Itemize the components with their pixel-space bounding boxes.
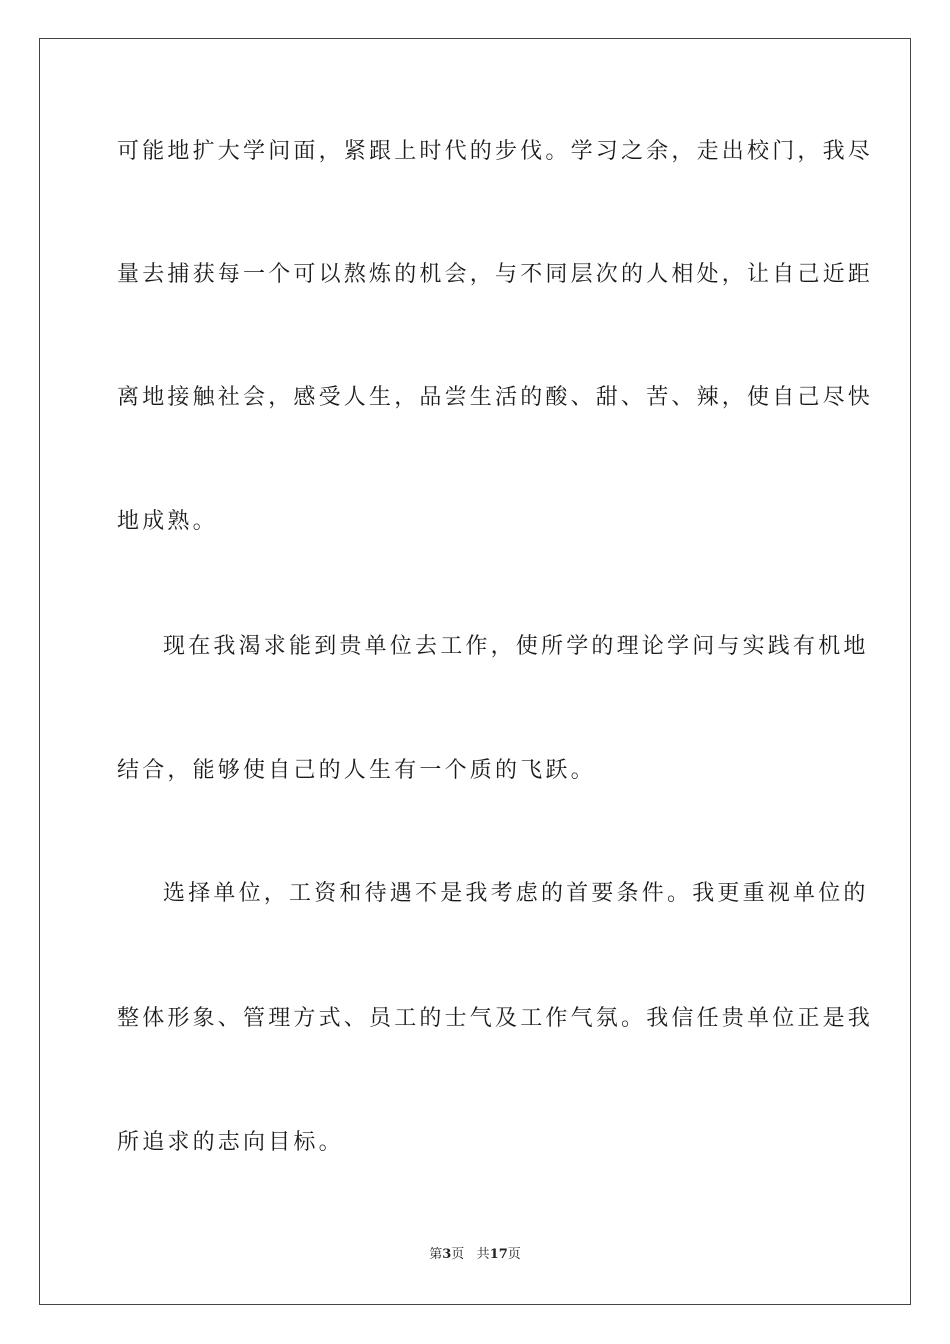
footer-page-number: 3 — [442, 1247, 452, 1262]
text-line-9: 所追求的志向目标。 — [117, 1130, 344, 1155]
text-line-4: 地成熟。 — [117, 509, 218, 534]
page-footer — [0, 1246, 950, 1264]
footer-total-prefix: 共 — [476, 1247, 490, 1262]
text-line-7: 选择单位，工资和待遇不是我考虑的首要条件。我更重视单位的 — [163, 881, 869, 906]
page-frame — [39, 38, 911, 1305]
text-line-5: 现在我渴求能到贵单位去工作，使所学的理论学问与实践有机地 — [163, 634, 869, 659]
text-line-3: 离地接触社会，感受人生，品尝生活的酸、甜、苦、辣，使自己尽快 — [117, 385, 874, 410]
text-line-1: 可能地扩大学问面，紧跟上时代的步伐。学习之余，走出校门，我尽 — [117, 139, 874, 164]
footer-page-prefix: 第 — [429, 1247, 443, 1262]
footer-total-suffix: 页 — [507, 1247, 521, 1262]
text-line-6: 结合，能够使自己的人生有一个质的飞跃。 — [117, 758, 596, 783]
footer-page-suffix: 页 — [451, 1247, 465, 1262]
footer-total-pages: 17 — [489, 1247, 508, 1262]
text-line-2: 量去捕获每一个可以熬炼的机会，与不同层次的人相处，让自己近距 — [117, 262, 874, 287]
text-line-8: 整体形象、管理方式、员工的士气及工作气氛。我信任贵单位正是我 — [117, 1006, 874, 1031]
